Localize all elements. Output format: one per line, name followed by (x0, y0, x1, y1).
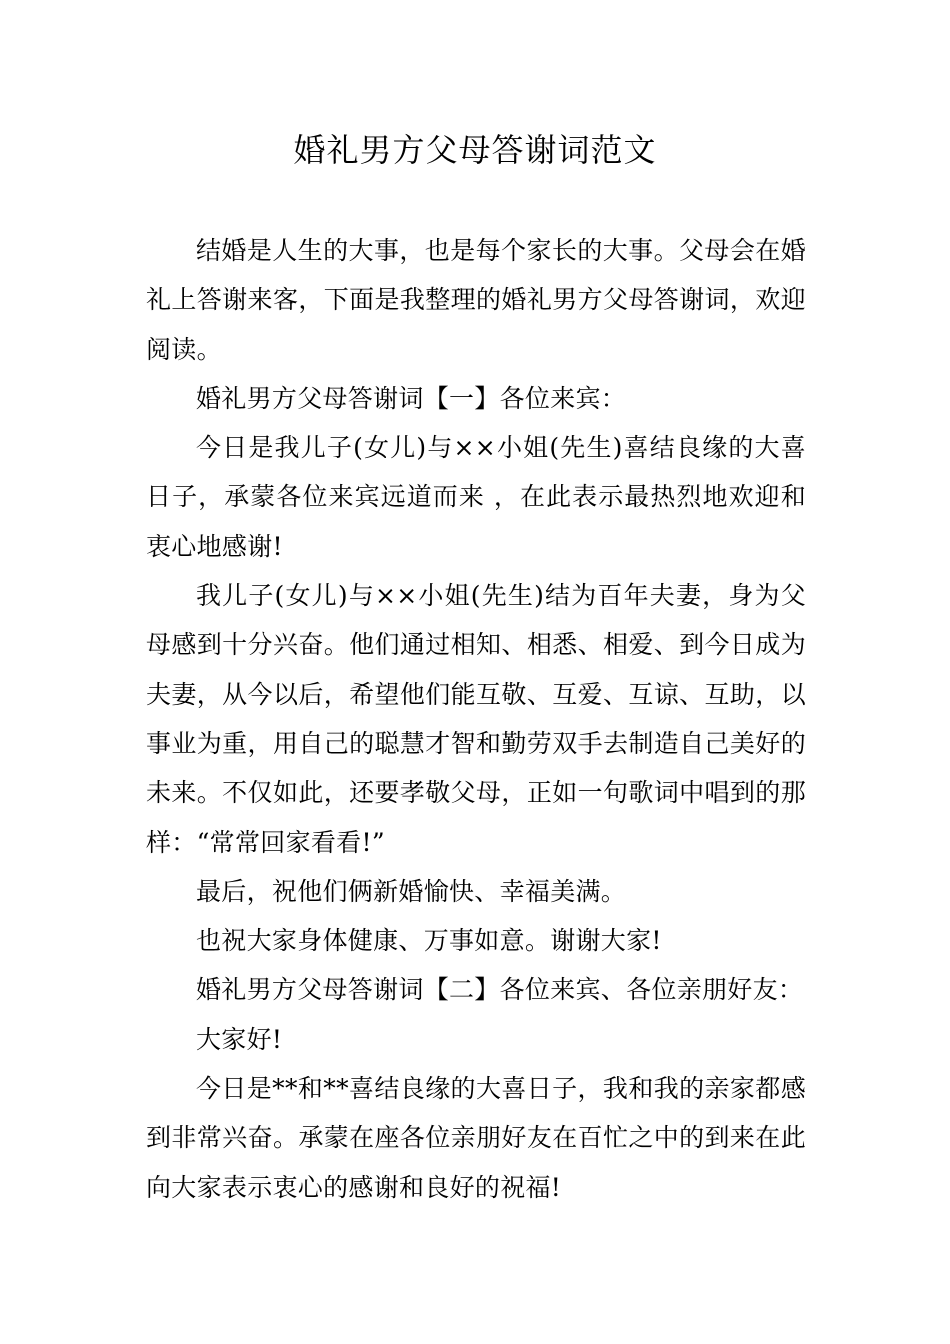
paragraph-speech-two-welcome: 今日是**和**喜结良缘的大喜日子，我和我的亲家都感到非常兴奋。承蒙在座各位亲朋好友在百忙之中的到来在此向大家表示衷心的感谢和良好的祝福! (146, 1074, 806, 1202)
paragraph-speech-one-welcome: 今日是我儿子(女儿)与××小姐(先生)喜结良缘的大喜日子，承蒙各位来宾远道而来 ，在此表示最热烈地欢迎和衷心地感谢! (146, 433, 806, 561)
paragraph-speech-one-wishes: 我儿子(女儿)与××小姐(先生)结为百年夫妻，身为父母感到十分兴奋。他们通过相知、相悉、相爱、到今日成为夫妻，从今以后，希望他们能互敬、互爱、互谅、互助，以事业为重，用自己的聪慧才智和勤劳双手去制造自己美好的未来。不仅如此，还要孝敬父母，正如一句歌词中唱到的那样：“常常回家看看!” (146, 581, 806, 857)
paragraph-intro: 结婚是人生的大事，也是每个家长的大事。父母会在婚礼上答谢来客，下面是我整理的婚礼男方父母答谢词，欢迎阅读。 (146, 236, 806, 364)
paragraph-speech-one-thanks: 也祝大家身体健康、万事如意。谢谢大家! (196, 926, 662, 956)
paragraph-speech-two-heading: 婚礼男方父母答谢词【二】各位来宾、各位亲朋好友： (196, 975, 804, 1005)
document-body (146, 226, 806, 1212)
paragraph-speech-one-blessing: 最后，祝他们俩新婚愉快、幸福美满。 (196, 876, 627, 906)
paragraph-speech-two-greeting: 大家好! (196, 1024, 283, 1054)
paragraph-speech-one-heading: 婚礼男方父母答谢词【一】各位来宾： (196, 383, 627, 413)
document-title: 婚礼男方父母答谢词范文 (293, 131, 657, 169)
